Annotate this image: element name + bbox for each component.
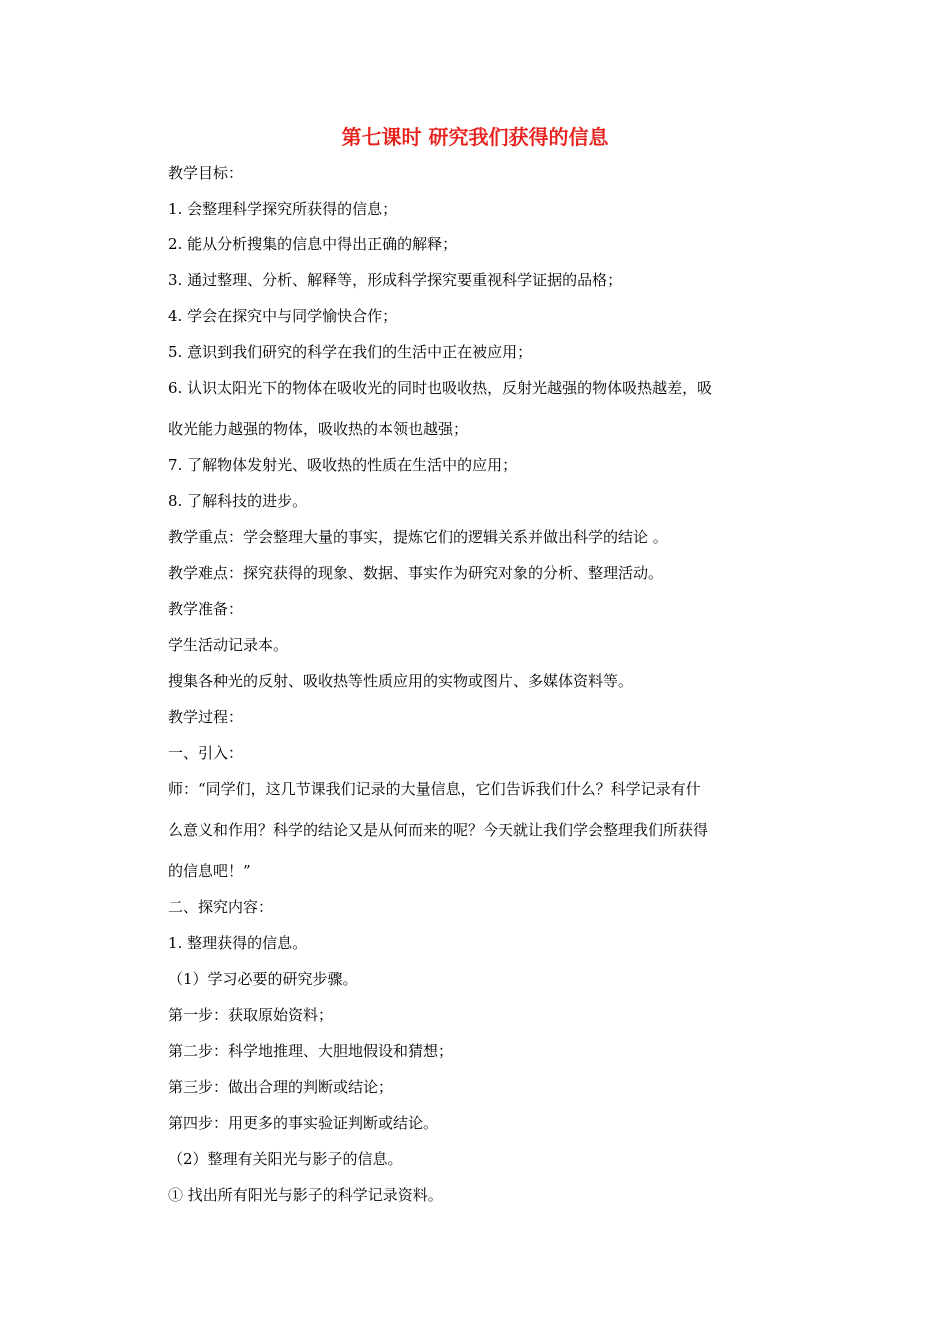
text-line: 7. 了解物体发射光、吸收热的性质在生活中的应用；	[168, 456, 518, 474]
text-line: 二、探究内容：	[168, 898, 274, 916]
text-line: 第四步：用更多的事实验证判断或结论。	[168, 1114, 439, 1132]
text-line: 4. 学会在探究中与同学愉快合作；	[168, 307, 398, 325]
text-line: 第二步：科学地推理、大胆地假设和猜想；	[168, 1042, 454, 1060]
text-line: 师：“同学们，这几节课我们记录的大量信息，它们告诉我们什么？科学记录有什	[168, 780, 701, 798]
text-line: 6. 认识太阳光下的物体在吸收光的同时也吸收热，反射光越强的物体吸热越差，吸	[168, 379, 713, 397]
text-line: 学生活动记录本。	[168, 636, 289, 654]
text-line: 8. 了解科技的进步。	[168, 492, 308, 510]
text-line: 教学重点：学会整理大量的事实，提炼它们的逻辑关系并做出科学的结论 。	[168, 528, 668, 546]
text-line: 第三步：做出合理的判断或结论；	[168, 1078, 394, 1096]
text-line: 第一步：获取原始资料；	[168, 1006, 334, 1024]
text-line: 搜集各种光的反射、吸收热等性质应用的实物或图片、多媒体资料等。	[168, 672, 634, 690]
text-line: 1. 整理获得的信息。	[168, 934, 308, 952]
text-line: （2）整理有关阳光与影子的信息。	[168, 1150, 403, 1168]
text-line: 5. 意识到我们研究的科学在我们的生活中正在被应用；	[168, 343, 533, 361]
text-line: ① 找出所有阳光与影子的科学记录资料。	[168, 1186, 443, 1204]
text-line: 教学准备：	[168, 600, 244, 618]
text-line: 教学过程：	[168, 708, 244, 726]
text-line: 3. 通过整理、分析、解释等，形成科学探究要重视科学证据的品格；	[168, 271, 623, 289]
page-title: 第七课时 研究我们获得的信息	[341, 125, 609, 149]
text-line: （1）学习必要的研究步骤。	[168, 970, 358, 988]
text-line: 么意义和作用？科学的结论又是从何而来的呢？今天就让我们学会整理我们所获得	[168, 821, 709, 839]
text-line: 2. 能从分析搜集的信息中得出正确的解释；	[168, 235, 458, 253]
text-line: 的信息吧！”	[168, 862, 251, 880]
text-line: 1. 会整理科学探究所获得的信息；	[168, 200, 398, 218]
text-line: 教学目标：	[168, 164, 244, 182]
text-line: 收光能力越强的物体，吸收热的本领也越强；	[168, 420, 469, 438]
text-line: 一、引入：	[168, 744, 244, 762]
text-line: 教学难点：探究获得的现象、数据、事实作为研究对象的分析、整理活动。	[168, 564, 664, 582]
